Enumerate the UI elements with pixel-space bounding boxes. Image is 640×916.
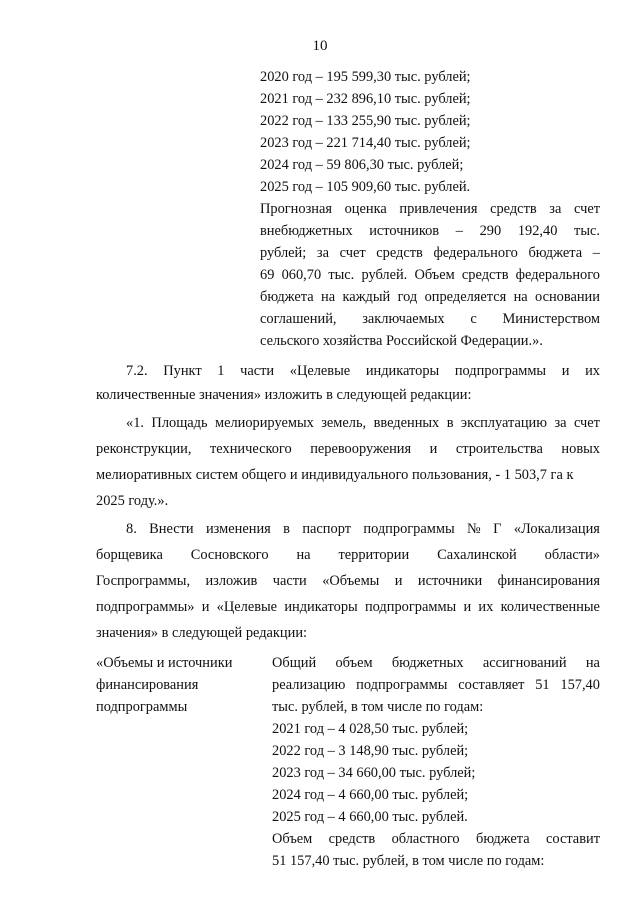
passport-label-line-2: финансирования xyxy=(96,677,199,693)
year-line-2022: 2022 год – 133 255,90 тыс. рублей; xyxy=(260,113,471,129)
passport-label-line-3: подпрограммы xyxy=(96,699,188,715)
forecast-line-5: бюджета на каждый год определяется на основании xyxy=(260,289,600,305)
year-line-2025: 2025 год – 105 909,60 тыс. рублей. xyxy=(260,179,471,195)
passport-year-2025: 2025 год – 4 660,00 тыс. рублей. xyxy=(272,809,468,825)
year-line-2021: 2021 год – 232 896,10 тыс. рублей; xyxy=(260,91,471,107)
passport-value-line-3: тыс. рублей, в том числе по годам: xyxy=(272,699,484,715)
page-number: 10 xyxy=(312,38,328,54)
passport-value-line-2: реализацию подпрограммы составляет 51 157,40 xyxy=(272,677,600,693)
year-line-2023: 2023 год – 221 714,40 тыс. рублей; xyxy=(260,135,471,151)
forecast-line-3: рублей; за счет средств федерального бюджета – xyxy=(260,245,600,261)
item-8-line-5: значения» в следующей редакции: xyxy=(96,625,308,641)
forecast-line-2: внебюджетных источников – 290 192,40 тыс. xyxy=(260,223,600,239)
forecast-line-7: сельского хозяйства Российской Федерации.». xyxy=(260,333,543,349)
forecast-line-1: Прогнозная оценка привлечения средств за счет xyxy=(260,201,600,217)
quote-1-line-3: мелиоративных систем общего и индивидуального пользования, - 1 503,7 га к xyxy=(96,467,574,483)
year-line-2020: 2020 год – 195 599,30 тыс. рублей; xyxy=(260,69,471,85)
passport-year-2021: 2021 год – 4 028,50 тыс. рублей; xyxy=(272,721,469,737)
quote-1-line-2: реконструкции, технического перевооружения и строительства новых xyxy=(96,441,600,457)
item-8-line-3: Госпрограммы, изложив части «Объемы и источники финансирования xyxy=(96,573,600,589)
item-8-line-4: подпрограммы» и «Целевые индикаторы подпрограммы и их количественные xyxy=(96,599,600,615)
passport-label-line-1: «Объемы и источники xyxy=(96,655,233,671)
passport-year-2022: 2022 год – 3 148,90 тыс. рублей; xyxy=(272,743,469,759)
passport-value-line-10: 51 157,40 тыс. рублей, в том числе по годам: xyxy=(272,853,545,869)
item-8-line-1: 8. Внести изменения в паспорт подпрограммы № Г «Локализация xyxy=(126,521,600,537)
passport-value-line-9: Объем средств областного бюджета составит xyxy=(272,831,600,847)
passport-year-2024: 2024 год – 4 660,00 тыс. рублей; xyxy=(272,787,469,803)
item-7-2-line-2: количественные значения» изложить в следующей редакции: xyxy=(96,387,472,403)
year-line-2024: 2024 год – 59 806,30 тыс. рублей; xyxy=(260,157,464,173)
item-8-line-2: борщевика Сосновского на территории Сахалинской области» xyxy=(96,547,600,563)
item-7-2-line-1: 7.2. Пункт 1 части «Целевые индикаторы подпрограммы и их xyxy=(126,363,600,379)
forecast-line-6: соглашений, заключаемых с Министерством xyxy=(260,311,600,327)
passport-year-2023: 2023 год – 34 660,00 тыс. рублей; xyxy=(272,765,476,781)
quote-1-line-4: 2025 году.». xyxy=(96,493,169,509)
quote-1-line-1: «1. Площадь мелиорируемых земель, введенных в эксплуатацию за счет xyxy=(126,415,600,431)
passport-value-line-1: Общий объем бюджетных ассигнований на xyxy=(272,655,600,671)
forecast-line-4: 69 060,70 тыс. рублей. Объем средств федерального xyxy=(260,267,600,283)
